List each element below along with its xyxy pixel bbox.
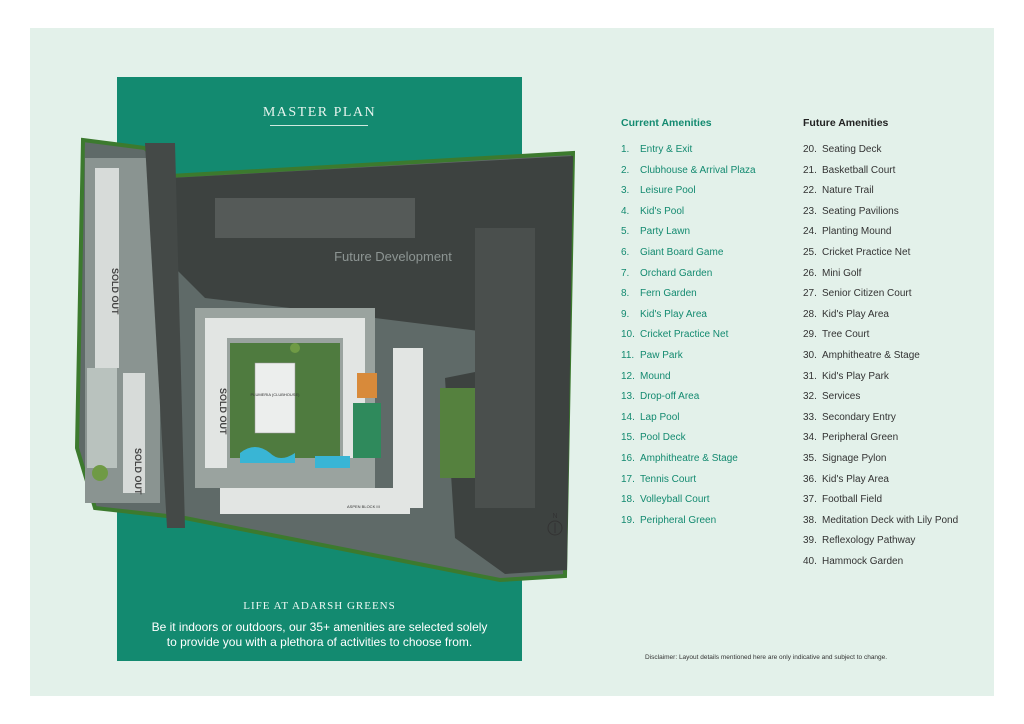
current-amenities-list <box>621 143 756 534</box>
east-block <box>393 348 423 508</box>
amenity-name: Orchard Garden <box>640 267 713 279</box>
amenity-name: Paw Park <box>640 349 683 361</box>
amenity-number: 39. <box>803 535 817 547</box>
amenity-number: 40. <box>803 555 817 567</box>
amenity-item <box>621 328 756 349</box>
amenity-name: Kid's Play Park <box>822 370 889 382</box>
sold-out-stamp-3: SOLD OUT <box>218 388 228 435</box>
amenity-name: Reflexology Pathway <box>822 535 916 547</box>
amenity-number: 26. <box>803 267 817 279</box>
amenity-item <box>803 164 958 185</box>
amenity-number: 15. <box>621 432 635 444</box>
amenity-number: 5. <box>621 226 630 238</box>
amenity-name: Mini Golf <box>822 267 862 279</box>
amenity-number: 33. <box>803 411 817 423</box>
amenity-number: 3. <box>621 185 630 197</box>
amenity-name: Peripheral Green <box>822 432 899 444</box>
amenity-name: Peripheral Green <box>640 514 717 526</box>
amenity-number: 11. <box>621 349 635 361</box>
amenity-number: 8. <box>621 288 630 300</box>
amenity-item <box>621 205 756 226</box>
amenity-item <box>803 267 958 288</box>
amenity-name: Basketball Court <box>822 164 896 176</box>
amenity-name: Kid's Play Area <box>640 308 707 320</box>
amenity-name: Secondary Entry <box>822 411 896 423</box>
amenity-name: Leisure Pool <box>640 185 696 197</box>
amenity-item <box>803 308 958 329</box>
amenity-name: Tennis Court <box>640 473 697 485</box>
amenity-item <box>621 514 756 535</box>
amenity-name: Tree Court <box>822 329 870 341</box>
amenity-number: 4. <box>621 205 630 217</box>
future-development-label: Future Development <box>334 249 452 264</box>
amenity-item <box>621 267 756 288</box>
amenity-name: Mound <box>640 370 671 382</box>
amenity-item <box>803 205 958 226</box>
amenity-name: Cricket Practice Net <box>640 329 729 341</box>
amenity-item <box>803 328 958 349</box>
amenity-item <box>621 349 756 370</box>
amenity-number: 1. <box>621 144 630 155</box>
amenity-item <box>803 493 958 514</box>
amenity-number: 27. <box>803 288 817 300</box>
amenity-item <box>803 514 958 535</box>
amenity-name: Volleyball Court <box>640 494 710 506</box>
amenity-item <box>803 555 958 576</box>
amenity-number: 10. <box>621 329 635 341</box>
tennis-court <box>353 403 381 458</box>
amenity-number: 32. <box>803 391 817 403</box>
current-amenities-heading: Current Amenities <box>621 117 712 129</box>
amenity-name: Kid's Play Area <box>822 473 889 485</box>
amenity-name: Seating Deck <box>822 144 882 155</box>
amenity-item <box>621 184 756 205</box>
amenity-item <box>621 308 756 329</box>
amenity-number: 17. <box>621 473 635 485</box>
amenity-number: 13. <box>621 391 635 403</box>
amenity-name: Football Field <box>822 494 883 506</box>
amenity-number: 35. <box>803 452 817 464</box>
amenity-number: 12. <box>621 370 635 382</box>
amenity-item <box>803 390 958 411</box>
block-label: ASPEN BLOCK III <box>347 504 380 509</box>
amenity-item <box>803 452 958 473</box>
amenity-name: Cricket Practice Net <box>822 246 911 258</box>
description-line-1: Be it indoors or outdoors, our 35+ amenities are selected solely <box>151 620 488 634</box>
sold-out-stamp-1: SOLD OUT <box>110 268 120 315</box>
north-building <box>205 318 365 338</box>
section-title: LIFE AT ADARSH GREENS <box>243 600 396 612</box>
amenity-number: 9. <box>621 308 630 320</box>
amenity-number: 24. <box>803 226 817 238</box>
amenity-item <box>621 473 756 494</box>
amenity-name: Kid's Pool <box>640 205 685 217</box>
amenity-number: 31. <box>803 370 817 382</box>
clubhouse <box>255 363 295 433</box>
amenity-name: Senior Citizen Court <box>822 288 912 300</box>
amenity-number: 37. <box>803 494 817 506</box>
football-field <box>440 388 475 478</box>
disclaimer: Disclaimer: Layout details mentioned here are only indicative and subject to change. <box>645 654 888 661</box>
future-amenities-heading: Future Amenities <box>803 117 889 129</box>
future-blocks <box>215 198 415 238</box>
current-amenities <box>621 117 756 534</box>
amenity-item <box>803 246 958 267</box>
amenity-item <box>803 370 958 391</box>
amenity-number: 16. <box>621 452 635 464</box>
amenity-number: 29. <box>803 329 817 341</box>
amenity-item <box>803 184 958 205</box>
amenity-name: Planting Mound <box>822 226 892 238</box>
amenity-item <box>621 411 756 432</box>
lap-pool <box>315 456 350 468</box>
amenity-item <box>621 493 756 514</box>
amenity-name: Amphitheatre & Stage <box>640 452 738 464</box>
sold-out-stamp-2: SOLD OUT <box>133 448 143 495</box>
tree-cluster <box>290 343 300 353</box>
amenity-item <box>621 452 756 473</box>
amenity-item <box>803 349 958 370</box>
amenity-number: 22. <box>803 185 817 197</box>
paw-park <box>92 465 108 481</box>
amenity-item <box>621 390 756 411</box>
amenity-name: Meditation Deck with Lily Pond <box>822 514 959 526</box>
amenity-number: 6. <box>621 246 630 258</box>
amenity-number: 19. <box>621 514 635 526</box>
amenity-number: 14. <box>621 411 635 423</box>
amenity-name: Seating Pavilions <box>822 205 899 217</box>
amenity-item <box>803 473 958 494</box>
clubhouse-label: PLUMERIA (CLUBHOUSE) <box>250 392 300 397</box>
amenity-item <box>803 411 958 432</box>
description <box>117 620 522 650</box>
amenity-name: Fern Garden <box>640 288 697 300</box>
amenity-name: Kid's Play Area <box>822 308 889 320</box>
amenity-name: Drop-off Area <box>640 391 700 403</box>
future-amenities <box>803 117 958 575</box>
amenity-number: 25. <box>803 246 817 258</box>
description-line-2: to provide you with a plethora of activities to choose from. <box>166 635 473 649</box>
amenity-item <box>621 246 756 267</box>
volleyball-court <box>357 373 377 398</box>
future-amenities-list <box>803 143 958 575</box>
amenity-name: Entry & Exit <box>640 144 693 155</box>
amenity-name: Party Lawn <box>640 226 691 238</box>
amenity-item <box>803 143 958 164</box>
amenity-item <box>803 431 958 452</box>
amenity-name: Services <box>822 391 861 403</box>
master-plan-title: MASTER PLAN <box>262 105 377 120</box>
future-blocks-2 <box>475 228 535 508</box>
amenity-item <box>621 143 756 164</box>
site-plan-map <box>75 118 575 588</box>
amenity-item <box>621 164 756 185</box>
amenity-item <box>621 431 756 452</box>
amenity-number: 36. <box>803 473 817 485</box>
south-building <box>220 488 410 514</box>
amenity-item <box>621 225 756 246</box>
compass-north-label: N <box>552 513 558 520</box>
amenity-name: Clubhouse & Arrival Plaza <box>640 164 756 176</box>
left-building-3 <box>87 368 117 468</box>
amenity-number: 18. <box>621 494 635 506</box>
amenity-item <box>803 534 958 555</box>
amenity-item <box>803 287 958 308</box>
amenity-number: 20. <box>803 144 817 155</box>
amenity-name: Amphitheatre & Stage <box>822 349 920 361</box>
amenity-number: 2. <box>621 164 630 176</box>
amenity-number: 38. <box>803 514 817 526</box>
amenity-number: 28. <box>803 308 817 320</box>
amenity-name: Pool Deck <box>640 432 686 444</box>
amenity-name: Hammock Garden <box>822 555 904 567</box>
amenity-item <box>621 370 756 391</box>
amenity-number: 21. <box>803 164 817 176</box>
amenity-name: Nature Trail <box>822 185 874 197</box>
amenity-item <box>803 225 958 246</box>
amenity-number: 30. <box>803 349 817 361</box>
amenity-name: Giant Board Game <box>640 246 724 258</box>
amenity-name: Lap Pool <box>640 411 680 423</box>
amenity-item <box>621 287 756 308</box>
amenity-name: Signage Pylon <box>822 452 887 464</box>
amenity-number: 7. <box>621 267 630 279</box>
amenity-number: 34. <box>803 432 817 444</box>
amenity-number: 23. <box>803 205 817 217</box>
